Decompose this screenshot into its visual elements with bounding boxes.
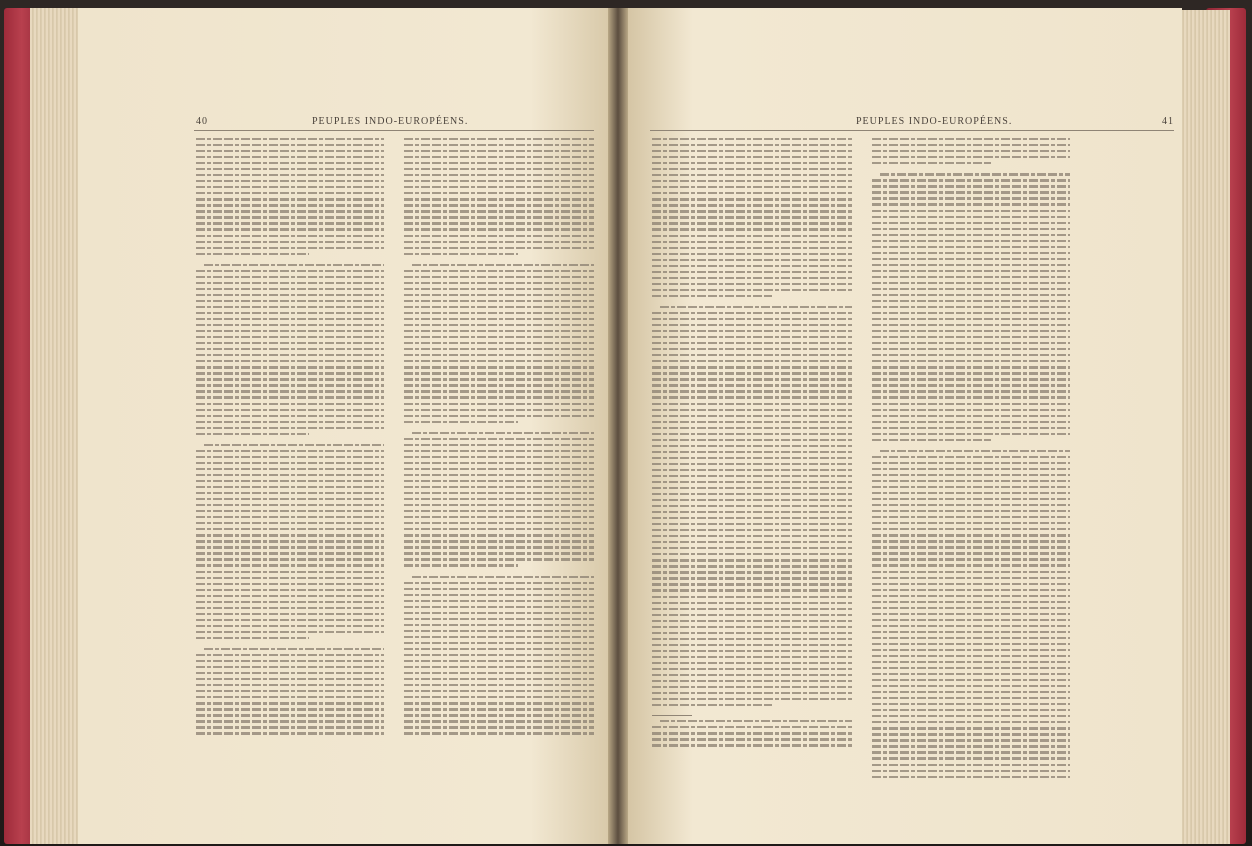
left-page-column-1 <box>196 138 384 738</box>
right-header-rule <box>650 130 1174 131</box>
book-gutter <box>608 8 628 844</box>
left-header-rule <box>194 130 594 131</box>
left-running-head: PEUPLES INDO-EUROPÉENS. <box>312 116 469 127</box>
page-stack-left <box>30 8 82 844</box>
page-stack-right <box>1178 10 1230 844</box>
left-page-number: 40 <box>196 116 208 127</box>
right-page-column-1 <box>652 138 852 748</box>
right-page-number: 41 <box>1162 116 1174 127</box>
left-page-column-2 <box>404 138 594 738</box>
right-running-head: PEUPLES INDO-EUROPÉENS. <box>856 116 1013 127</box>
right-page-column-2 <box>872 138 1172 778</box>
